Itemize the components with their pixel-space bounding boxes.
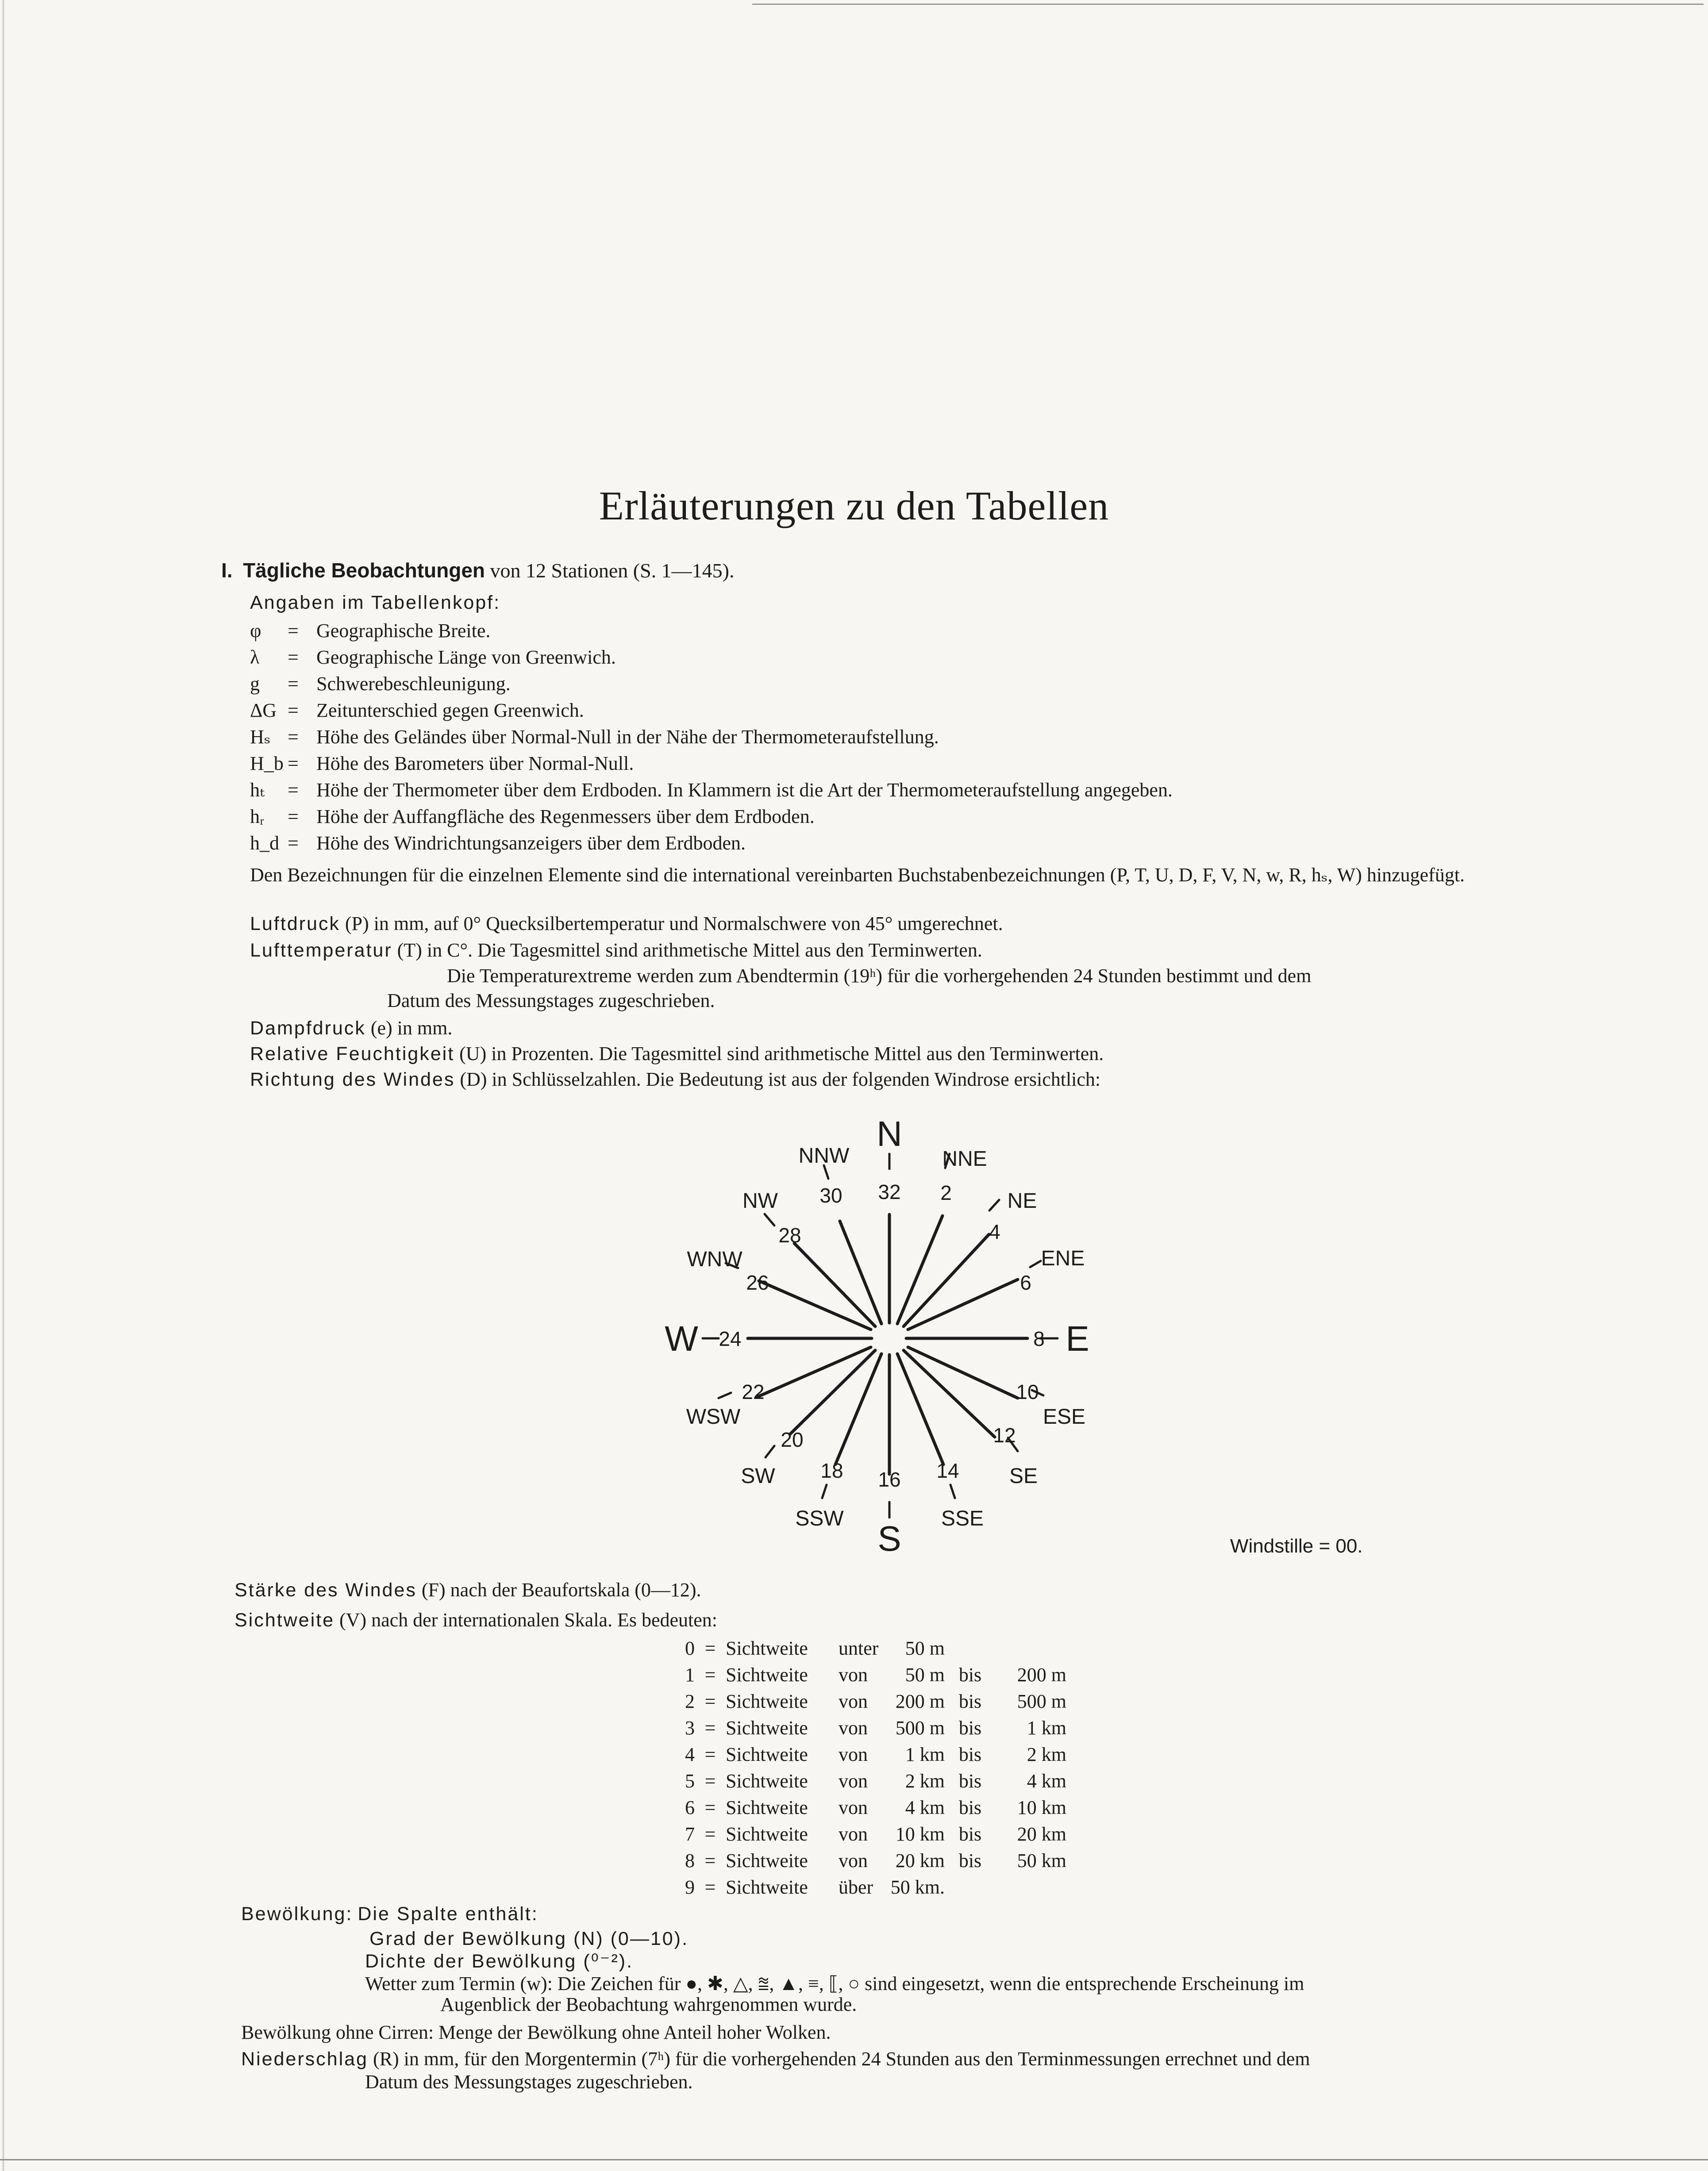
code-ese: 10 xyxy=(1016,1380,1039,1403)
windrose-codes xyxy=(719,1180,1044,1491)
header-item-text: Höhe der Auffangfläche des Regenmessers über dem Erdboden. xyxy=(316,806,815,827)
page-title: Erläuterungen zu den Tabellen xyxy=(599,483,1109,528)
header-item xyxy=(250,752,1577,775)
vis-relation: über xyxy=(839,1876,873,1898)
vis-to: 4 km xyxy=(1027,1770,1066,1792)
vis-label: Sichtweite xyxy=(726,1664,808,1686)
code-se: 12 xyxy=(993,1424,1016,1447)
cardinal-w: W xyxy=(665,1319,698,1358)
bewoelkung-wetter-1: Wetter zum Termin (w): Die Zeichen für ●, ✱, △, ⩰, ▲, ≡, ⟦, ○ sind eingesetzt, wenn die entsprechende Erscheinung im xyxy=(365,1973,1304,1994)
header-item xyxy=(250,646,1577,669)
bewoelkung-ohne-cirren: Bewölkung ohne Cirren: Menge der Bewölkung ohne Anteil hoher Wolken. xyxy=(241,2021,831,2043)
cardinal-s: S xyxy=(877,1519,901,1558)
header-item xyxy=(250,832,1577,854)
lufttemperatur-label: Lufttemperatur xyxy=(250,940,392,961)
tick-sse xyxy=(950,1485,955,1498)
para-niederschlag xyxy=(241,2048,1569,2070)
dampfdruck-text: (e) in mm. xyxy=(370,1017,453,1039)
code-sw: 20 xyxy=(781,1428,804,1451)
header-item-symbol: g xyxy=(250,673,260,695)
visibility-row xyxy=(664,1823,1066,1845)
vis-from: 4 km xyxy=(905,1797,945,1818)
visibility-row xyxy=(664,1717,1066,1739)
name-nw: NW xyxy=(742,1189,778,1213)
vis-relation: unter xyxy=(839,1637,879,1659)
code-wnw: 26 xyxy=(746,1271,769,1294)
name-ese: ESE xyxy=(1042,1405,1086,1429)
sichtweite-text: (V) nach der internationalen Skala. Es bedeuten: xyxy=(339,1609,717,1631)
vis-from: 50 m xyxy=(905,1664,945,1686)
header-intro: Angaben im Tabellenkopf: xyxy=(250,592,501,613)
header-item-symbol: H_b xyxy=(250,753,284,774)
vis-number: 8 xyxy=(685,1850,695,1871)
luftdruck-label: Luftdruck xyxy=(250,913,340,934)
vis-relation: von xyxy=(839,1717,868,1739)
vis-equals: = xyxy=(704,1823,716,1845)
para-staerke xyxy=(235,1579,1562,1601)
code-sse: 14 xyxy=(936,1459,959,1482)
vis-label: Sichtweite xyxy=(726,1691,808,1712)
header-item-symbol: Hₛ xyxy=(250,726,271,748)
vis-label: Sichtweite xyxy=(726,1876,808,1898)
visibility-row xyxy=(664,1637,1066,1660)
vis-equals: = xyxy=(704,1664,716,1686)
code-nw: 28 xyxy=(778,1224,801,1247)
code-ne: 4 xyxy=(989,1220,1000,1243)
staerke-text: (F) nach der Beaufortskala (0—12). xyxy=(421,1579,701,1601)
ray-sse xyxy=(897,1354,943,1464)
bewoelkung-label: Bewölkung: xyxy=(241,1903,353,1925)
bewoelkung-intro: Die Spalte enthält: xyxy=(358,1903,539,1925)
header-item-symbol: ΔG xyxy=(250,699,277,721)
section-title: Tägliche Beobachtungen xyxy=(243,559,485,582)
section-subtitle: von 12 Stationen (S. 1—145). xyxy=(490,559,735,582)
bottom-rule xyxy=(0,2159,1708,2160)
vis-from: 1 km xyxy=(905,1744,945,1765)
vis-number: 2 xyxy=(685,1691,695,1712)
staerke-label: Stärke des Windes xyxy=(235,1579,417,1601)
vis-label: Sichtweite xyxy=(726,1850,808,1871)
vis-label: Sichtweite xyxy=(726,1770,808,1792)
vis-bis: bis xyxy=(958,1797,982,1818)
vis-label: Sichtweite xyxy=(726,1797,808,1818)
tick-wsw xyxy=(719,1393,731,1398)
visibility-row xyxy=(664,1770,1066,1792)
bewoelkung-grad: Grad der Bewölkung (N) (0—10). xyxy=(369,1928,689,1949)
vis-equals: = xyxy=(704,1691,716,1712)
sichtweite-label: Sichtweite xyxy=(235,1610,335,1631)
header-item-text: Höhe der Thermometer über dem Erdboden. In Klammern ist die Art der Thermometeraufstellung angegeben. xyxy=(316,779,1173,801)
ray-nnw xyxy=(840,1221,881,1324)
header-item-equals: = xyxy=(288,620,299,642)
vis-to: 20 km xyxy=(1017,1823,1066,1845)
tick-ssw xyxy=(822,1485,827,1498)
ray-se xyxy=(904,1350,995,1437)
ray-ese xyxy=(908,1347,1018,1398)
header-item-text: Höhe des Windrichtungsanzeigers über dem Erdboden. xyxy=(316,832,746,854)
top-rule xyxy=(752,4,1704,5)
vis-from: 10 km xyxy=(895,1823,945,1845)
vis-equals: = xyxy=(704,1770,716,1792)
vis-number: 3 xyxy=(685,1717,695,1739)
tick-ne xyxy=(989,1200,999,1210)
tick-nw xyxy=(765,1214,774,1226)
header-item xyxy=(250,699,1577,722)
visibility-row xyxy=(664,1690,1066,1713)
name-ne: NE xyxy=(1007,1189,1037,1213)
vis-from: 20 km xyxy=(895,1850,945,1871)
bewoelkung-dichte: Dichte der Bewölkung (⁰⁻²). xyxy=(365,1951,634,1972)
vis-bis: bis xyxy=(958,1664,982,1686)
vis-to: 500 m xyxy=(1017,1691,1066,1712)
windrichtung-label: Richtung des Windes xyxy=(250,1069,455,1090)
header-item xyxy=(250,805,1577,828)
name-wnw: WNW xyxy=(687,1248,742,1271)
code-ssw: 18 xyxy=(820,1459,843,1482)
vis-relation: von xyxy=(839,1770,868,1792)
vis-number: 6 xyxy=(685,1797,695,1818)
vis-relation: von xyxy=(839,1823,868,1845)
header-item-equals: = xyxy=(288,753,299,774)
code-w: 24 xyxy=(719,1327,742,1350)
visibility-row xyxy=(664,1743,1066,1766)
para-lufttemperatur xyxy=(250,939,1577,961)
visibility-row xyxy=(664,1664,1066,1686)
header-item xyxy=(250,779,1577,801)
header-item-text: Höhe des Barometers über Normal-Null. xyxy=(316,753,634,774)
name-se: SE xyxy=(1009,1464,1038,1488)
section-heading xyxy=(221,558,735,582)
header-item-equals: = xyxy=(288,779,299,801)
vis-label: Sichtweite xyxy=(726,1744,808,1765)
code-wsw: 22 xyxy=(742,1380,765,1403)
dampfdruck-label: Dampfdruck xyxy=(250,1018,366,1039)
vis-equals: = xyxy=(704,1744,716,1765)
header-item-text: Zeitunterschied gegen Greenwich. xyxy=(316,699,584,721)
code-nne: 2 xyxy=(940,1181,952,1204)
name-sse: SSE xyxy=(941,1507,984,1530)
feuchtigkeit-text: (U) in Prozenten. Die Tagesmittel sind arithmetische Mittel aus den Terminwerten. xyxy=(459,1043,1104,1064)
header-item-text: Geographische Länge von Greenwich. xyxy=(316,646,616,668)
vis-relation: von xyxy=(839,1797,868,1818)
vis-number: 1 xyxy=(685,1664,695,1686)
header-item-symbol: λ xyxy=(250,646,260,668)
vis-from: 50 m xyxy=(905,1637,945,1659)
vis-from: 50 km. xyxy=(890,1876,945,1898)
header-item-symbol: h_d xyxy=(250,832,279,854)
windrose-diagram xyxy=(624,1102,1155,1562)
niederschlag-text-1: (R) in mm, für den Morgentermin (7ʰ) für die vorhergehenden 24 Stunden aus den Terminmessungen errechnet und dem xyxy=(373,2048,1310,2070)
vis-label: Sichtweite xyxy=(726,1637,808,1659)
name-ene: ENE xyxy=(1041,1247,1085,1270)
code-n: 32 xyxy=(878,1180,901,1203)
cardinal-n: N xyxy=(877,1114,902,1153)
para-windrichtung xyxy=(250,1068,1577,1091)
page-edge-left xyxy=(3,0,4,2171)
header-item-equals: = xyxy=(288,832,299,854)
name-ssw: SSW xyxy=(795,1507,844,1530)
vis-to: 2 km xyxy=(1027,1744,1066,1765)
vis-to: 200 m xyxy=(1017,1664,1066,1686)
header-item xyxy=(250,726,1577,748)
section-number: I. xyxy=(221,559,233,582)
name-sw: SW xyxy=(741,1464,775,1488)
vis-equals: = xyxy=(704,1717,716,1739)
para-dampfdruck xyxy=(250,1017,1577,1039)
feuchtigkeit-label: Relative Feuchtigkeit xyxy=(250,1043,455,1064)
name-wsw: WSW xyxy=(686,1405,741,1429)
para-bezeichnungen: Den Bezeichnungen für die einzelnen Elemente sind die international vereinbarten Buchstabenbezeichnungen (P, T, U, D, F, V, N, w, R, hₛ, W) hinzugefügt. xyxy=(250,864,1465,886)
niederschlag-label: Niederschlag xyxy=(241,2048,368,2070)
header-item xyxy=(250,619,1577,642)
vis-to: 10 km xyxy=(1017,1797,1066,1818)
lufttemperatur-text: (T) in C°. Die Tagesmittel sind arithmetische Mittel aus den Terminwerten. xyxy=(397,939,982,961)
vis-from: 200 m xyxy=(895,1691,945,1712)
tick-sw xyxy=(766,1446,774,1457)
vis-relation: von xyxy=(839,1664,868,1686)
vis-bis: bis xyxy=(958,1823,982,1845)
vis-equals: = xyxy=(704,1637,716,1659)
vis-bis: bis xyxy=(958,1691,982,1712)
para-sichtweite xyxy=(235,1609,1562,1631)
vis-from: 2 km xyxy=(905,1770,945,1792)
para-bewoelkung xyxy=(241,1902,1569,1925)
vis-to: 1 km xyxy=(1027,1717,1066,1739)
header-item-equals: = xyxy=(288,673,299,695)
vis-relation: von xyxy=(839,1744,868,1765)
vis-bis: bis xyxy=(958,1770,982,1792)
windrichtung-text: (D) in Schlüsselzahlen. Die Bedeutung ist aus der folgenden Windrose ersichtlich: xyxy=(460,1068,1101,1090)
header-item-symbol: φ xyxy=(250,620,262,642)
visibility-row xyxy=(664,1796,1066,1819)
code-e: 8 xyxy=(1033,1327,1045,1350)
cardinal-e: E xyxy=(1066,1319,1089,1358)
vis-number: 0 xyxy=(685,1637,695,1659)
name-nnw: NNW xyxy=(798,1144,850,1168)
vis-relation: von xyxy=(839,1850,868,1871)
header-item-equals: = xyxy=(288,726,299,748)
para-extreme-1: Die Temperaturextreme werden zum Abendtermin (19ʰ) für die vorhergehenden 24 Stunden bestimmt und dem xyxy=(447,965,1312,987)
vis-bis: bis xyxy=(958,1744,982,1765)
vis-bis: bis xyxy=(958,1717,982,1739)
niederschlag-text-2: Datum des Messungstages zugeschrieben. xyxy=(365,2071,693,2093)
vis-relation: von xyxy=(839,1691,868,1712)
header-item-equals: = xyxy=(288,699,299,721)
bewoelkung-wetter-2: Augenblick der Beobachtung wahrgenommen wurde. xyxy=(440,1994,857,2015)
vis-bis: bis xyxy=(958,1850,982,1871)
header-item-symbol: hᵣ xyxy=(250,806,265,827)
vis-equals: = xyxy=(704,1850,716,1871)
header-item-text: Höhe des Geländes über Normal-Null in der Nähe der Thermometeraufstellung. xyxy=(316,726,939,748)
vis-number: 4 xyxy=(685,1744,695,1765)
header-item-text: Geographische Breite. xyxy=(316,620,491,642)
vis-to: 50 km xyxy=(1017,1850,1066,1871)
header-item-symbol: hₜ xyxy=(250,779,265,801)
vis-number: 5 xyxy=(685,1770,695,1792)
tick-ene xyxy=(1030,1261,1041,1267)
vis-label: Sichtweite xyxy=(726,1823,808,1845)
vis-equals: = xyxy=(704,1876,716,1898)
ray-ssw xyxy=(835,1354,881,1464)
luftdruck-text: (P) in mm, auf 0° Quecksilbertemperatur und Normalschwere von 45° umgerechnet. xyxy=(345,913,1003,934)
code-ene: 6 xyxy=(1020,1271,1031,1294)
visibility-row xyxy=(664,1876,1066,1898)
header-item-text: Schwerebeschleunigung. xyxy=(316,673,511,695)
vis-equals: = xyxy=(704,1797,716,1818)
vis-label: Sichtweite xyxy=(726,1717,808,1739)
para-luftdruck xyxy=(250,912,1577,935)
header-item-equals: = xyxy=(288,806,299,827)
para-extreme-2: Datum des Messungstages zugeschrieben. xyxy=(387,990,715,1011)
visibility-row xyxy=(664,1849,1066,1872)
vis-number: 7 xyxy=(685,1823,695,1845)
header-item-equals: = xyxy=(288,646,299,668)
para-feuchtigkeit xyxy=(250,1042,1577,1065)
vis-from: 500 m xyxy=(895,1717,945,1739)
name-nne: NNE xyxy=(942,1147,987,1171)
vis-number: 9 xyxy=(685,1876,695,1898)
code-s: 16 xyxy=(878,1468,901,1491)
windstille-note: Windstille = 00. xyxy=(1230,1535,1363,1557)
code-nnw: 30 xyxy=(819,1184,842,1207)
header-item xyxy=(250,672,1577,695)
